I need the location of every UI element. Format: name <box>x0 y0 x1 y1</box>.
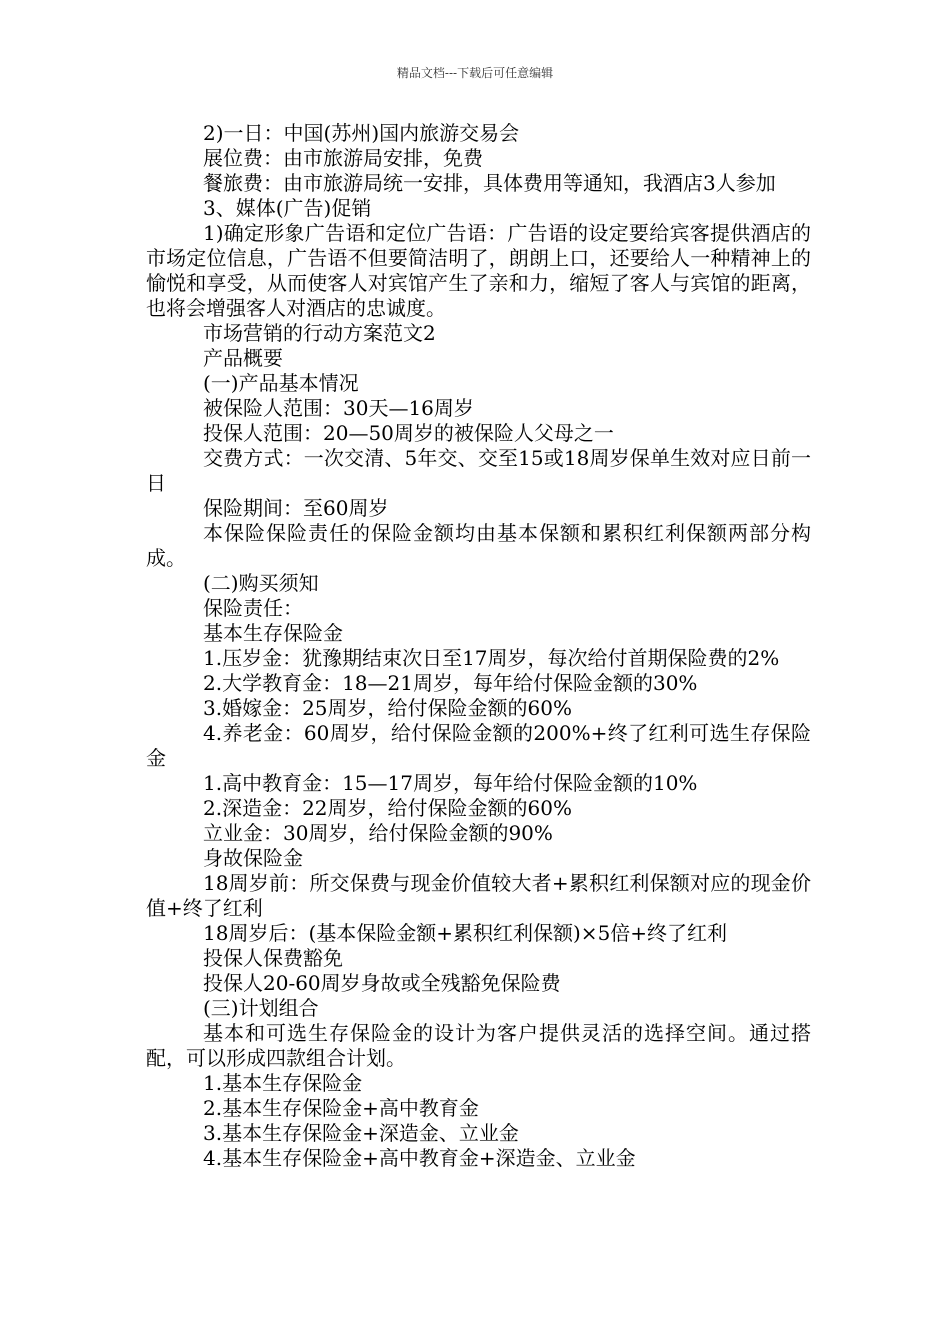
paragraph: 投保人20-60周岁身故或全残豁免保险费 <box>203 971 561 995</box>
paragraph: 本保险保险责任的保险金额均由基本保额和累积红利保额两部分构成。 <box>146 521 811 570</box>
paragraph: 保险期间：至60周岁 <box>203 496 389 520</box>
section-heading: (二)购买须知 <box>203 571 319 595</box>
section-heading: (三)计划组合 <box>203 996 319 1020</box>
paragraph: 保险责任： <box>203 596 303 620</box>
paragraph: 18周岁后：(基本保险金额+累积红利保额)×5倍+终了红利 <box>203 921 728 945</box>
document-body <box>146 121 811 1171</box>
list-item: 2.深造金：22周岁，给付保险金额的60% <box>203 796 572 820</box>
paragraph: 基本和可选生存保险金的设计为客户提供灵活的选择空间。通过搭配，可以形成四款组合计划。 <box>146 1021 811 1070</box>
paragraph: 交费方式：一次交清、5年交、交至15或18周岁保单生效对应日前一日 <box>146 446 811 495</box>
section-heading: 产品概要 <box>203 346 283 370</box>
section-heading: (一)产品基本情况 <box>203 371 359 395</box>
list-item: 1.压岁金：犹豫期结束次日至17周岁，每次给付首期保险费的2% <box>203 646 780 670</box>
list-item: 3.基本生存保险金+深造金、立业金 <box>203 1121 519 1145</box>
list-item: 3.婚嫁金：25周岁，给付保险金额的60% <box>203 696 572 720</box>
list-item: 2.大学教育金：18—21周岁，每年给付保险金额的30% <box>203 671 698 695</box>
paragraph: 18周岁前：所交保费与现金价值较大者+累积红利保额对应的现金价值+终了红利 <box>146 871 811 920</box>
section-heading: 市场营销的行动方案范文2 <box>203 321 436 345</box>
list-item: 1.高中教育金：15—17周岁，每年给付保险金额的10% <box>203 771 698 795</box>
paragraph: 餐旅费：由市旅游局统一安排，具体费用等通知，我酒店3人参加 <box>203 171 776 195</box>
list-item: 1.基本生存保险金 <box>203 1071 363 1095</box>
list-item: 立业金：30周岁，给付保险金额的90% <box>203 821 553 845</box>
section-heading: 3、媒体(广告)促销 <box>203 196 372 220</box>
paragraph: 被保险人范围：30天—16周岁 <box>203 396 474 420</box>
paragraph: 投保人范围：20—50周岁的被保险人父母之一 <box>203 421 614 445</box>
paragraph: 1)确定形象广告语和定位广告语：广告语的设定要给宾客提供酒店的市场定位信息，广告语不但要简洁明了，朗朗上口，还要给人一种精神上的愉悦和享受，从而使客人对宾馆产生了亲和力，缩短了客人与宾馆的距离，也将会增强客人对酒店的忠诚度。 <box>146 221 811 320</box>
paragraph: 2)一日：中国(苏州)国内旅游交易会 <box>203 121 520 145</box>
paragraph: 投保人保费豁免 <box>203 946 343 970</box>
paragraph: 基本生存保险金 <box>203 621 343 645</box>
paragraph: 展位费：由市旅游局安排，免费 <box>203 146 483 170</box>
list-item: 2.基本生存保险金+高中教育金 <box>203 1096 479 1120</box>
page-header: 精品文档---下载后可任意编辑 <box>396 66 554 80</box>
list-item: 4.基本生存保险金+高中教育金+深造金、立业金 <box>203 1146 636 1170</box>
list-item: 4.养老金：60周岁，给付保险金额的200%+终了红利可选生存保险金 <box>146 721 811 770</box>
paragraph: 身故保险金 <box>203 846 303 870</box>
